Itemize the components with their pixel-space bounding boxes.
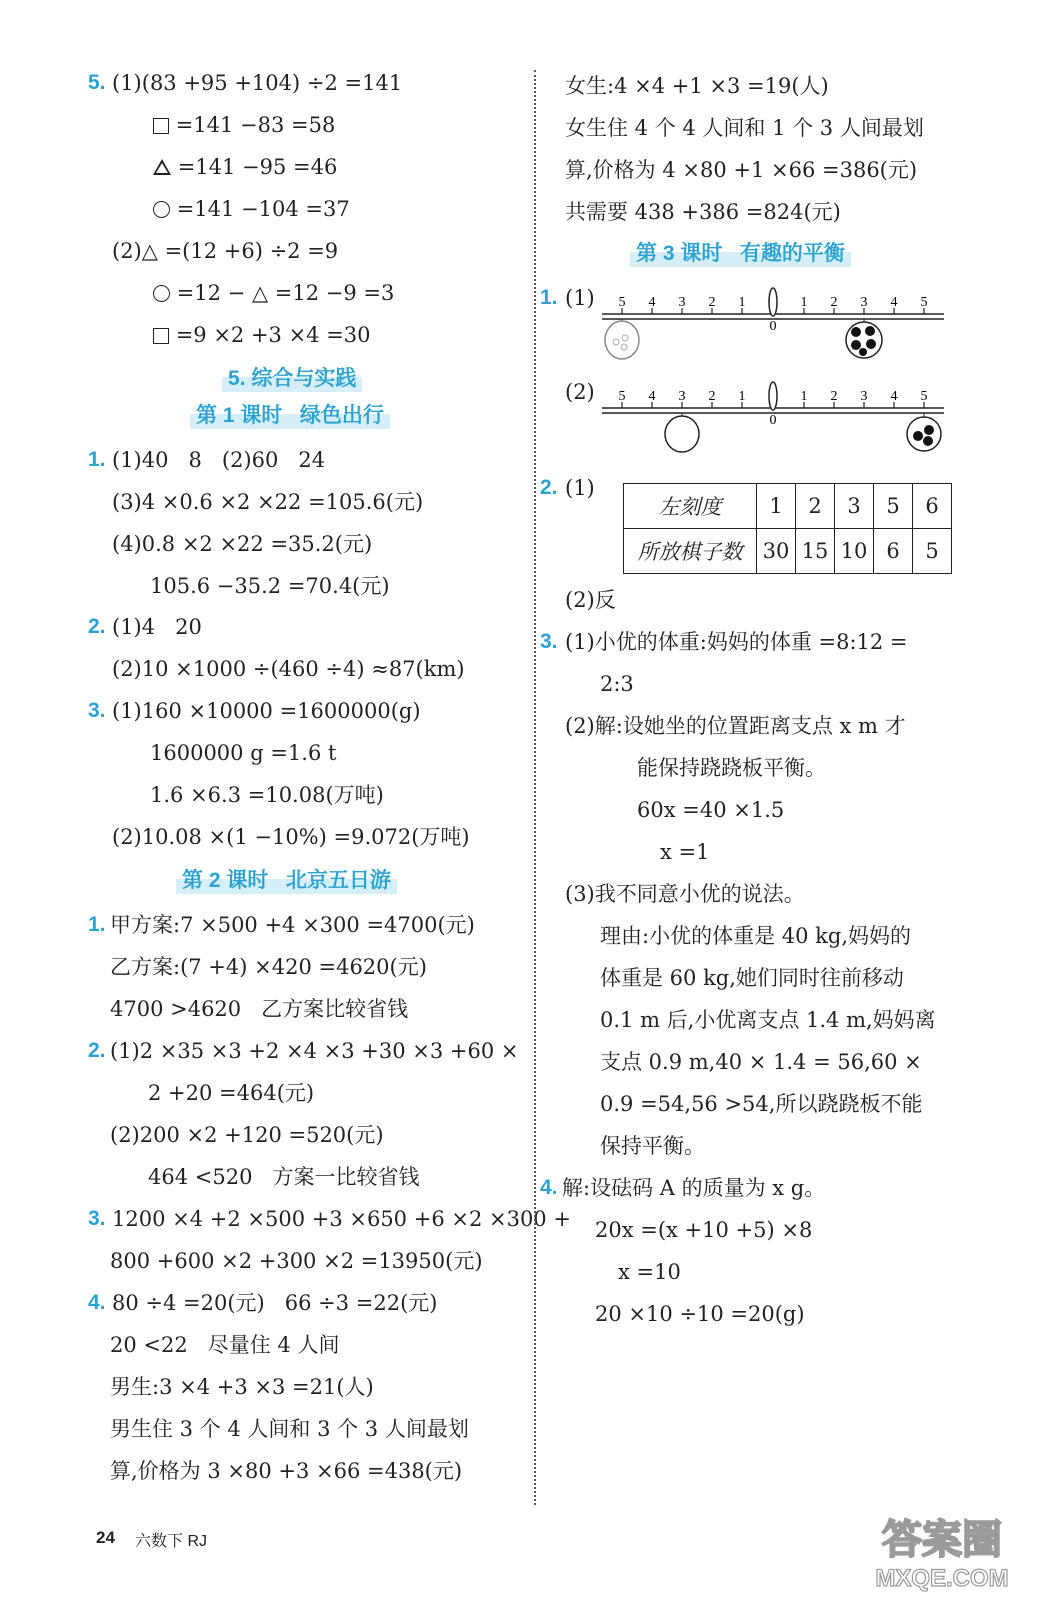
l3-q3-line13: 保持平衡。: [600, 1134, 705, 1158]
l1-q3-line1: (1)160 ×10000 =1600000(g): [112, 699, 421, 723]
q5-square-line: [153, 111, 335, 139]
l2-q2-line4: 464 <520 方案一比较省钱: [148, 1165, 420, 1189]
l3-q3-line6: x =1: [660, 840, 710, 864]
l1-q3-line3: 1.6 ×6.3 =10.08(万吨): [150, 783, 384, 807]
l3-q4-line3: x =10: [618, 1260, 681, 1284]
lesson2-heading: 第 2 课时 北京五日游: [176, 864, 397, 894]
l3-q1-part2: (2): [565, 380, 595, 404]
l3-q1-part1: (1): [565, 286, 595, 310]
l1-q3-number: 3.: [88, 699, 106, 722]
tick-label: 5: [920, 295, 928, 310]
l1-q2-number: 2.: [88, 615, 106, 638]
tick-label: 0: [769, 413, 777, 428]
l2-q4-total: 共需要 438 +386 =824(元): [565, 200, 841, 224]
l2-q1-line3: 4700 >4620 乙方案比较省钱: [110, 997, 409, 1021]
l1-q3-line4: (2)10.08 ×(1 −10%) =9.072(万吨): [112, 825, 470, 849]
l3-q3-line3: (2)解:设她坐的位置距离支点 x m 才: [565, 714, 906, 738]
l3-q3-line8: 理由:小优的体重是 40 kg,妈妈的: [600, 924, 911, 948]
triangle-icon: [153, 159, 171, 175]
l3-q4-line1: 解:设砝码 A 的质量为 x g。: [562, 1176, 826, 1200]
tick-label: 5: [618, 295, 626, 310]
l2-q4-number: 4.: [88, 1291, 106, 1314]
tick-label: 0: [769, 319, 777, 334]
fulcrum: [769, 288, 777, 316]
l2-q3-line2: 800 +600 ×2 +300 ×2 =13950(元): [110, 1249, 483, 1273]
table-cell: 10: [835, 529, 874, 574]
weights-bag: [907, 417, 941, 451]
q5-line1: (1)(83 +95 +104) ÷2 =141: [112, 71, 403, 95]
table-cell: 15: [796, 529, 835, 574]
l2-q4-girls-price: 算,价格为 4 ×80 +1 ×66 =386(元): [565, 158, 918, 182]
l3-q3-number: 3.: [540, 630, 558, 653]
l3-q3-line5: 60x =40 ×1.5: [637, 798, 785, 822]
l3-q3-line4: 能保持跷跷板平衡。: [637, 756, 826, 780]
l2-q2-line3: (2)200 ×2 +120 =520(元): [110, 1123, 384, 1147]
q5-square-text2: =9 ×2 +3 ×4 =30: [175, 323, 371, 347]
l2-q4-line1: 80 ÷4 =20(元) 66 ÷3 =22(元): [112, 1291, 438, 1315]
l2-q1-line1: 甲方案:7 ×500 +4 ×300 =4700(元): [110, 913, 475, 937]
lesson1-heading: 第 1 课时 绿色出行: [190, 399, 390, 429]
tick-label: 4: [648, 389, 656, 404]
table-cell: 5: [913, 529, 952, 574]
tick-label: 4: [648, 295, 656, 310]
l1-q1-line2: (3)4 ×0.6 ×2 ×22 =105.6(元): [112, 490, 424, 514]
tick-label: 3: [860, 389, 868, 404]
l3-q4-line2: 20x =(x +10 +5) ×8: [595, 1218, 813, 1242]
l2-q4-line5: 算,价格为 3 ×80 +3 ×66 =438(元): [110, 1459, 463, 1483]
l3-q3-line10: 0.1 m 后,小优离支点 1.4 m,妈妈离: [600, 1008, 936, 1032]
l3-q3-line7: (3)我不同意小优的说法。: [565, 882, 805, 906]
tick-label: 5: [618, 389, 626, 404]
section-heading: 5. 综合与实践: [222, 362, 362, 392]
l1-q2-line1: (1)4 20: [112, 615, 202, 639]
l2-q2-number: 2.: [88, 1039, 106, 1062]
l2-q4-line2: 20 <22 尽量住 4 人间: [110, 1333, 340, 1357]
tick-label: 1: [800, 389, 808, 404]
l2-q1-number: 1.: [88, 913, 106, 936]
tick-label: 3: [860, 295, 868, 310]
l3-q3-line12: 0.9 =54,56 >54,所以跷跷板不能: [600, 1092, 923, 1116]
table-row-label: 左刻度: [624, 484, 757, 529]
tick-label: 5: [920, 389, 928, 404]
column-divider: [534, 70, 536, 1505]
tick-label: 4: [890, 389, 898, 404]
tick-label: 3: [678, 389, 686, 404]
book-subject: 六数下 RJ: [135, 1533, 208, 1550]
table-cell: 1: [757, 484, 796, 529]
q5-circle-line: [153, 195, 350, 223]
table-row-label: 所放棋子数: [624, 529, 757, 574]
table-cell: 3: [835, 484, 874, 529]
l3-q4-number: 4.: [540, 1176, 558, 1199]
l2-q2-line2: 2 +20 =464(元): [148, 1081, 315, 1105]
table-row: [624, 484, 952, 529]
q5-circle-text: =141 −104 =37: [176, 197, 350, 221]
circle-icon: [153, 201, 170, 218]
l2-q3-number: 3.: [88, 1207, 106, 1230]
fulcrum: [769, 382, 777, 410]
square-icon: [153, 328, 169, 344]
tick-label: 2: [708, 389, 716, 404]
q5-triangle-text: =141 −95 =46: [177, 155, 338, 179]
seesaw-diagram-1: [598, 286, 948, 366]
seesaw-diagram-2: [598, 380, 948, 460]
empty-bag: [605, 321, 639, 359]
tick-label: 2: [708, 295, 716, 310]
l3-q3-line11: 支点 0.9 m,40 × 1.4 = 56,60 ×: [600, 1050, 922, 1074]
l3-q1-number: 1.: [540, 286, 558, 309]
page-number: 24: [96, 1528, 115, 1547]
l2-q4-girls: 女生:4 ×4 +1 ×3 =19(人): [565, 74, 829, 98]
q5-square-line2: [153, 321, 371, 349]
l3-q3-line1: (1)小优的体重:妈妈的体重 =8:12 =: [565, 630, 908, 654]
l3-q3-line9: 体重是 60 kg,她们同时往前移动: [600, 966, 904, 990]
tick-label: 1: [800, 295, 808, 310]
tick-label: 1: [738, 295, 746, 310]
l2-q2-line1: (1)2 ×35 ×3 +2 ×4 ×3 +30 ×3 +60 ×: [110, 1039, 519, 1063]
table-cell: 6: [913, 484, 952, 529]
l1-q1-line4: 105.6 −35.2 =70.4(元): [150, 574, 390, 598]
l1-q1-line1: (1)40 8 (2)60 24: [112, 448, 326, 472]
l2-q3-line1: 1200 ×4 +2 ×500 +3 ×650 +6 ×2 ×300 +: [112, 1207, 571, 1231]
l1-q1-line3: (4)0.8 ×2 ×22 =35.2(元): [112, 532, 373, 556]
table-cell: 6: [874, 529, 913, 574]
table-cell: 30: [757, 529, 796, 574]
q5-circle-text2: =12 − △ =12 −9 =3: [176, 281, 395, 305]
square-icon: [153, 118, 169, 134]
q5-number: 5.: [88, 71, 106, 94]
watermark-logo: [862, 1508, 1022, 1593]
balance-table: [623, 483, 952, 574]
l1-q1-number: 1.: [88, 448, 106, 471]
table-cell: 2: [796, 484, 835, 529]
l2-q4-girls-rooms: 女生住 4 个 4 人间和 1 个 3 人间最划: [565, 116, 924, 140]
l3-q3-line2: 2:3: [600, 672, 634, 696]
q5-circle-line2: [153, 279, 394, 307]
watermark-domain: MXQE.COM: [875, 1565, 1009, 1592]
l2-q1-line2: 乙方案:(7 +4) ×420 =4620(元): [110, 955, 427, 979]
circle-icon: [153, 285, 170, 302]
tick-label: 2: [830, 295, 838, 310]
table-cell: 5: [874, 484, 913, 529]
l2-q4-line3: 男生:3 ×4 +3 ×3 =21(人): [110, 1375, 374, 1399]
l3-q2-part1: (1): [565, 476, 595, 500]
l3-q2-number: 2.: [540, 476, 558, 499]
lesson3-heading: 第 3 课时 有趣的平衡: [630, 237, 851, 267]
tick-label: 2: [830, 389, 838, 404]
l2-q4-line4: 男生住 3 个 4 人间和 3 个 3 人间最划: [110, 1417, 469, 1441]
q5-triangle-line: [153, 153, 337, 181]
l3-q2-part2: (2)反: [565, 588, 616, 612]
empty-bag: [665, 416, 699, 452]
watermark-text: 答案圈: [882, 1517, 1002, 1563]
l1-q3-line2: 1600000 g =1.6 t: [150, 741, 337, 765]
table-row: [624, 529, 952, 574]
tick-label: 4: [890, 295, 898, 310]
q5-part2: (2)△ =(12 +6) ÷2 =9: [112, 239, 339, 263]
q5-square-text: =141 −83 =58: [175, 113, 336, 137]
l1-q2-line2: (2)10 ×1000 ÷(460 ÷4) ≈87(km): [112, 657, 465, 681]
tick-label: 3: [678, 295, 686, 310]
tick-label: 1: [738, 389, 746, 404]
l3-q4-line4: 20 ×10 ÷10 =20(g): [595, 1302, 805, 1326]
